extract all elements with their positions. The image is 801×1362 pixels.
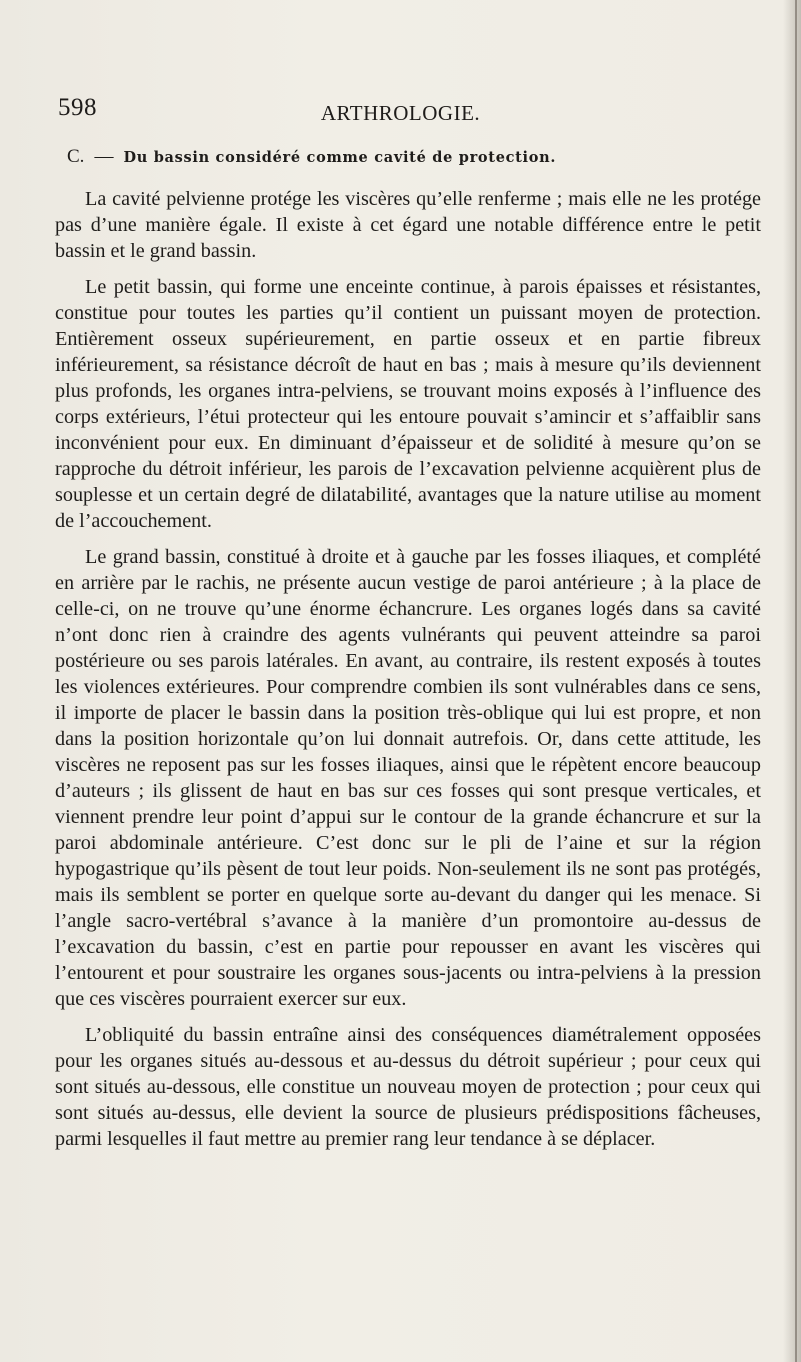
running-head: ARTHROLOGIE. xyxy=(320,101,481,125)
section-dash: — xyxy=(94,146,114,167)
body-text xyxy=(55,186,761,1162)
page-edge xyxy=(795,0,797,1362)
page-number: 598 xyxy=(58,94,97,121)
paragraph: Le petit bassin, qui forme une enceinte continue, à parois épaisses et résistantes, constitue pour toutes les parties qu’il contient un puissant moyen de protection. Entièrement osseux supérieurement, en partie osseux et en partie fibreux inférieurement, sa résistance décroît de haut en bas ; mais à mesure qu’ils deviennent plus profonds, les organes intra-pelviens, se trouvant moins exposés à l’influence des corps extérieurs, l’étui protecteur qui les entoure pouvait s’amincir et s’affaiblir sans inconvénient pour eux. En diminuant d’épaisseur et de solidité à mesure qu’on se rapproche du détroit inférieur, les parois de l’excavation pelvienne acquièrent plus de souplesse et un certain degré de dilatabilité, avantages que la nature utilise au moment de l’accouchement. xyxy=(55,276,761,532)
paragraph: La cavité pelvienne protége les viscères qu’elle renferme ; mais elle ne les protége pas d’une manière égale. Il existe à cet égard une notable différence entre le petit bassin et le grand bassin. xyxy=(55,188,761,262)
section-title: Du bassin considéré comme cavité de protection. xyxy=(123,149,557,166)
page-gutter-shadow xyxy=(783,0,801,1362)
paragraph: L’obliquité du bassin entraîne ainsi des conséquences diamétralement opposées pour les organes situés au-dessous et au-dessus du détroit supérieur ; pour ceux qui sont situés au-dessous, elle constitue un nouveau moyen de protection ; pour ceux qui sont situés au-dessus, elle devient la source de plusieurs prédispositions fâcheuses, parmi lesquelles il faut mettre au premier rang leur tendance à se déplacer. xyxy=(55,1024,761,1150)
section-marker: C. xyxy=(67,146,85,167)
section-heading xyxy=(67,146,556,168)
paragraph: Le grand bassin, constitué à droite et à gauche par les fosses iliaques, et complété en arrière par le rachis, ne présente aucun vestige de paroi antérieure ; à la place de celle-ci, on ne trouve qu’une énorme échancrure. Les organes logés dans sa cavité n’ont donc rien à craindre des agents vulnérants qui peuvent atteindre sa paroi postérieure ou ses parois latérales. En avant, au contraire, ils restent exposés à toutes les violences extérieures. Pour comprendre combien ils sont vulnérables dans ce sens, il importe de placer le bassin dans la position très-oblique qui lui est propre, et non dans la position horizontale qu’on lui donnait autrefois. Or, dans cette attitude, les viscères ne reposent pas sur les fosses iliaques, ainsi que le répètent encore beaucoup d’auteurs ; ils glissent de haut en bas sur ces fosses qui sont presque verticales, et viennent prendre leur point d’appui sur le contour de la grande échancrure et sur la paroi abdominale antérieure. C’est donc sur le pli de l’aine et sur la région hypogastrique qu’ils pèsent de tout leur poids. Non-seulement ils ne sont pas protégés, mais ils semblent se porter en quelque sorte au-devant du danger qui les menace. Si l’angle sacro-vertébral s’avance à la manière d’un promontoire au-dessus de l’excavation du bassin, c’est en partie pour repousser en avant les viscères qui l’entourent et pour soustraire les organes sous-jacents ou intra-pelviens à la pression que ces viscères pourraient exercer sur eux. xyxy=(55,546,761,1010)
